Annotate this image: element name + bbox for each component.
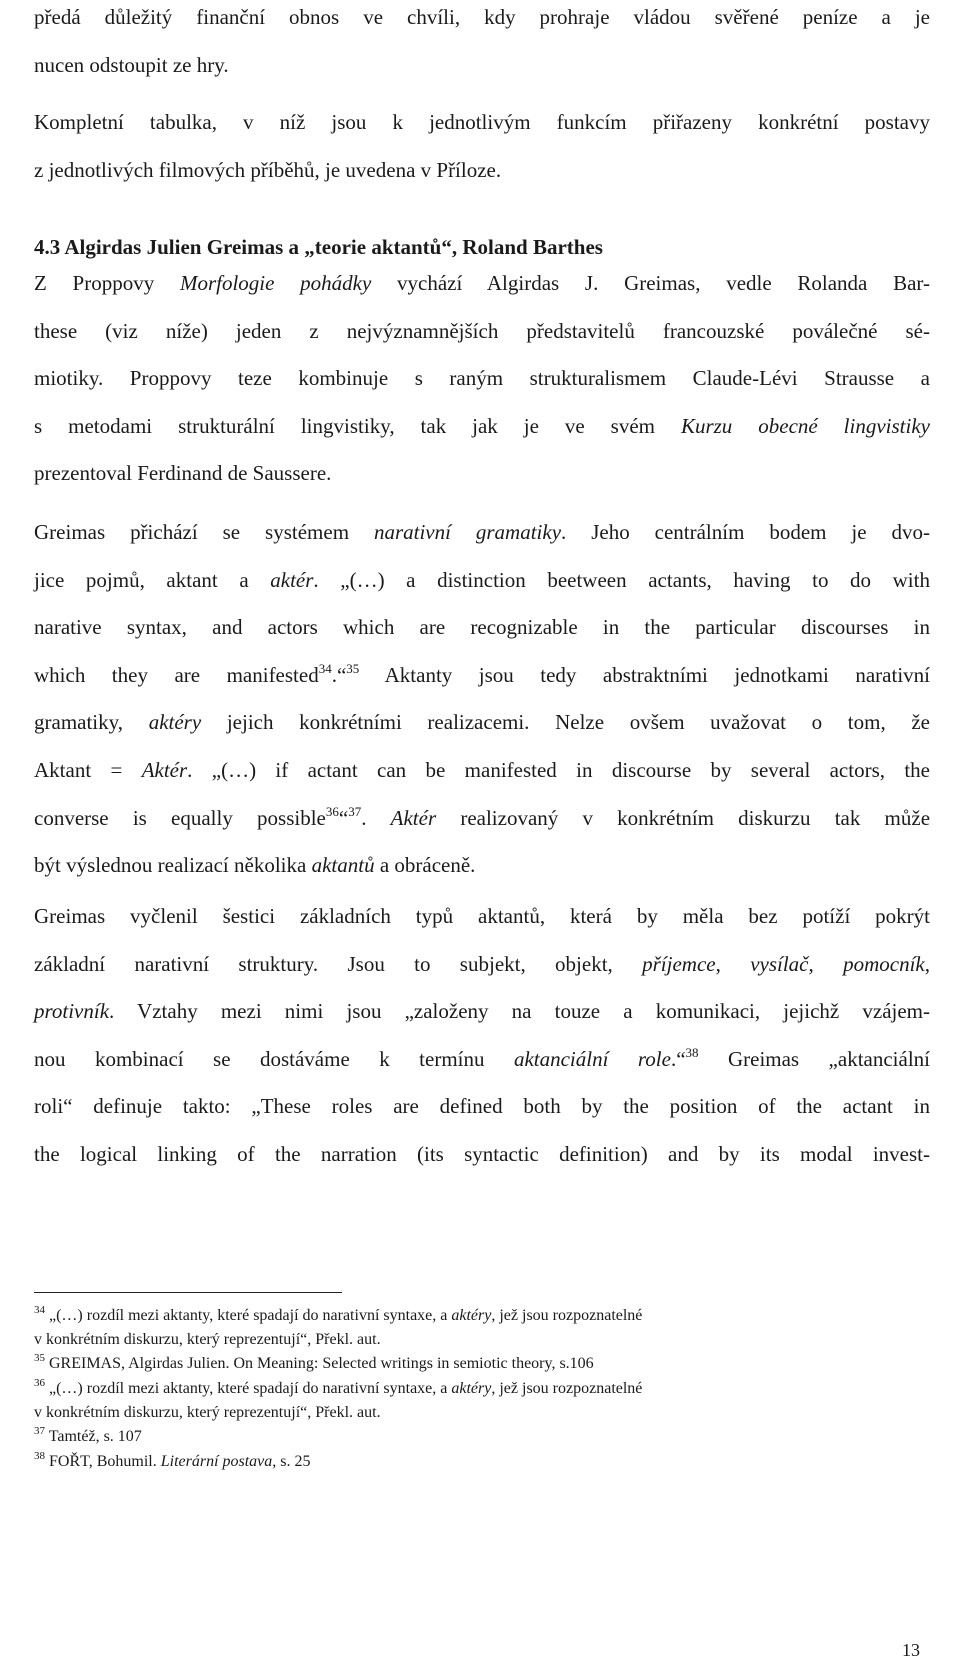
text-run: . Vztahy mezi nimi jsou „založeny na touze a komunikaci, jejichž vzájem- — [109, 999, 930, 1024]
section-heading: 4.3 Algirdas Julien Greimas a „teorie aktantů“, Roland Barthes — [34, 235, 603, 259]
text-line — [34, 557, 930, 605]
text-run: , s. 25 — [272, 1453, 311, 1470]
text-run: , — [715, 951, 751, 976]
text-run: základní narativní struktury. Jsou to subjekt, objekt, — [34, 951, 643, 976]
text-line — [34, 842, 930, 890]
paragraph-1 — [34, 0, 930, 89]
text-run: Greimas přichází se systémem — [34, 520, 374, 544]
text-line: narative syntax, and actors which are recognizable in the particular discourses in — [34, 615, 930, 640]
footnote-number: 35 — [34, 1352, 45, 1364]
text-line — [34, 988, 930, 1036]
italic-term: aktanciální role — [513, 1046, 671, 1071]
italic-term: příjemce — [642, 951, 716, 976]
text-line — [34, 403, 930, 451]
text-line — [34, 795, 930, 843]
footnote-line — [34, 1352, 930, 1376]
text-run: Greimas „aktanciální — [698, 1046, 930, 1071]
footnote-line — [34, 1425, 930, 1449]
book-title: Literární postava — [160, 1453, 273, 1470]
italic-term: pomocník — [843, 951, 925, 976]
footnote-line — [34, 1304, 930, 1328]
text-line — [34, 652, 930, 700]
text-run: Z Proppovy — [34, 271, 180, 295]
text-line: prezentoval Ferdinand de Saussere. — [34, 461, 332, 486]
footnote-divider — [34, 1292, 342, 1293]
text-run: „(…) rozdíl mezi aktanty, které spadají do narativní syntaxe, a — [49, 1307, 452, 1324]
text-line: předá důležitý finanční obnos ve chvíli, kdy prohraje vládou svěřené peníze a je — [34, 5, 930, 29]
text-run: Aktanty jsou tedy abstraktními jednotkami narativní — [359, 662, 930, 687]
text-line: the logical linking of the narration (its syntactic definition) and by its modal invest- — [34, 1141, 930, 1166]
footnote-line — [34, 1377, 930, 1401]
page-number: 13 — [902, 1640, 920, 1660]
paragraph-3 — [34, 260, 930, 498]
text-run: vychází Algirdas J. Greimas, vedle Rolanda Bar- — [371, 271, 930, 295]
text-run: gramatiky, — [34, 710, 149, 735]
italic-term: aktéry — [148, 710, 202, 735]
italic-term: aktéry — [451, 1307, 492, 1324]
text-run: GREIMAS, Algirdas Julien. On Meaning: Selected writings in semiotic theory, s.106 — [49, 1355, 594, 1372]
text-line: z jednotlivých filmových příběhů, je uvedena v Příloze. — [34, 157, 502, 182]
footnote-ref[interactable]: 36 — [325, 803, 339, 819]
footnote-38 — [34, 1450, 930, 1474]
text-run: . „(…) a distinction beetween actants, having to do with — [313, 567, 930, 592]
text-run: converse is equally possible — [34, 805, 326, 830]
footnote-number: 37 — [34, 1425, 45, 1437]
text-line — [34, 509, 930, 557]
paragraph-2 — [34, 99, 930, 194]
italic-term: aktér — [270, 567, 314, 592]
text-run: . Jeho centrálním bodem je dvo- — [561, 520, 930, 544]
footnote-35 — [34, 1352, 930, 1376]
text-run: . — [361, 805, 391, 830]
text-run: Aktant = — [34, 757, 142, 782]
text-run: .“ — [670, 1046, 686, 1071]
text-run: „(…) rozdíl mezi aktanty, které spadají do narativní syntaxe, a — [49, 1380, 452, 1397]
footnote-ref[interactable]: 38 — [685, 1044, 699, 1060]
text-line: Kompletní tabulka, v níž jsou k jednotlivým funkcím přiřazeny konkrétní postavy — [34, 110, 930, 134]
footnote-line: v konkrétním diskurzu, který reprezentují“, Překl. aut. — [34, 1331, 381, 1348]
italic-term: aktéry — [451, 1380, 492, 1397]
text-run: s metodami strukturální lingvistiky, tak jak je ve svém — [34, 413, 681, 438]
footnote-line: v konkrétním diskurzu, který reprezentují“, Překl. aut. — [34, 1404, 381, 1421]
text-run: . „(…) if actant can be manifested in discourse by several actors, the — [187, 757, 930, 782]
text-run: být výslednou realizací několika — [34, 853, 312, 878]
text-run: , jež jsou rozpoznatelné — [491, 1307, 643, 1324]
text-run: FOŘT, Bohumil. — [49, 1453, 161, 1470]
text-run: .“ — [331, 662, 347, 687]
footnote-ref[interactable]: 37 — [348, 803, 362, 819]
footnote-34 — [34, 1304, 930, 1352]
text-run: nou kombinací se dostáváme k termínu — [34, 1046, 514, 1071]
text-line: miotiky. Proppovy teze kombinuje s raným strukturalismem Claude-Lévi Strausse a — [34, 366, 930, 391]
footnote-ref[interactable]: 35 — [346, 660, 360, 676]
text-run: , — [924, 951, 931, 976]
text-run: , — [808, 951, 844, 976]
footnote-ref[interactable]: 34 — [318, 660, 332, 676]
book-title: Kurzu obecné lingvistiky — [680, 413, 930, 438]
text-line: roli“ definuje takto: „These roles are defined both by the position of the actant in — [34, 1094, 930, 1119]
text-run: jejich konkrétními realizacemi. Nelze ovšem uvažovat o tom, že — [201, 710, 931, 735]
italic-term: vysílač — [750, 951, 809, 976]
footnote-number: 34 — [34, 1304, 45, 1316]
book-title: Morfologie pohádky — [179, 271, 372, 295]
italic-term: protivník — [34, 999, 110, 1024]
text-run: jice pojmů, aktant a — [34, 567, 271, 592]
text-line — [34, 260, 930, 308]
footnote-37 — [34, 1425, 930, 1449]
text-line — [34, 941, 930, 989]
text-line — [34, 1036, 930, 1084]
text-line — [34, 699, 930, 747]
text-run: “ — [338, 805, 349, 830]
italic-term: Aktér — [390, 805, 437, 830]
footnote-36 — [34, 1377, 930, 1425]
text-run: which they are manifested — [34, 662, 319, 687]
text-line — [34, 747, 930, 795]
text-line: these (viz níže) jeden z nejvýznamnějších představitelů francouzské poválečné sé- — [34, 318, 930, 343]
text-run: Tamtéž, s. 107 — [48, 1428, 142, 1445]
footnote-number: 38 — [34, 1450, 45, 1462]
italic-term: Aktér — [141, 757, 188, 782]
italic-term: narativní gramatiky — [373, 520, 562, 544]
footnote-line — [34, 1450, 930, 1474]
italic-term: aktantů — [311, 853, 375, 878]
paragraph-5 — [34, 893, 930, 1179]
footnote-number: 36 — [34, 1377, 45, 1389]
paragraph-4 — [34, 509, 930, 890]
text-run: , jež jsou rozpoznatelné — [491, 1380, 643, 1397]
text-line: nucen odstoupit ze hry. — [34, 52, 229, 77]
text-run: realizovaný v konkrétním diskurzu tak může — [436, 805, 931, 830]
text-run: a obráceně. — [374, 853, 476, 878]
text-line: Greimas vyčlenil šestici základních typů aktantů, která by měla bez potíží pokrýt — [34, 904, 930, 928]
